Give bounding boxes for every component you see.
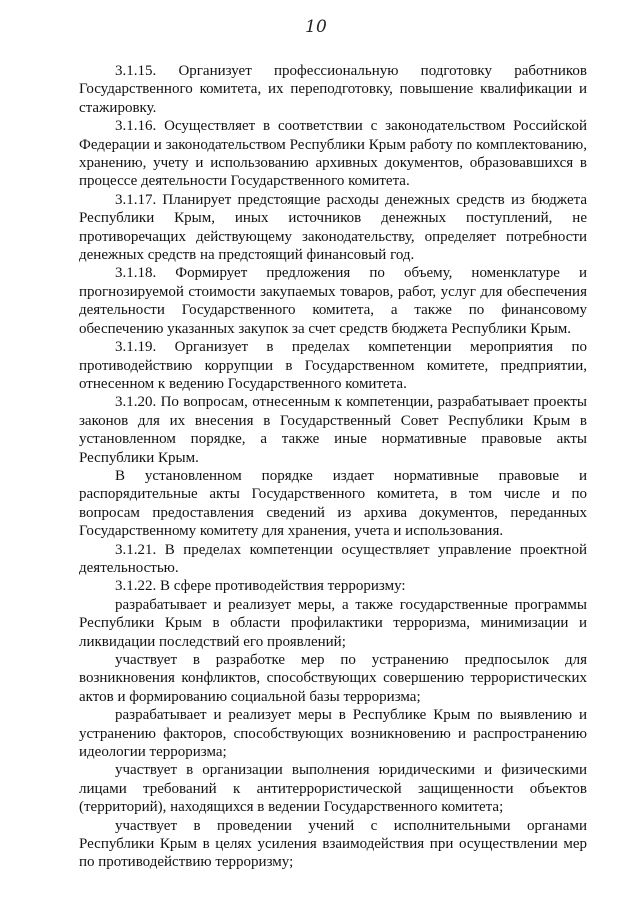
paragraph-3-1-21: 3.1.21. В пределах компетенции осуществляет управление проектной деятельностью. [79, 541, 587, 576]
page-number: 10 [305, 17, 327, 37]
paragraph-3-1-15: 3.1.15. Организует профессиональную подготовку работников Государственного комитета, их переподготовку, повышение квалификации и стажировку. [79, 63, 587, 116]
paragraph-3-1-17: 3.1.17. Планирует предстоящие расходы денежных средств из бюджета Республики Крым, иных источников денежных поступлений, не противоречащих действующему законодательству, определяет потребности денежных средств на предстоящий финансовый год. [79, 191, 587, 264]
list-item: участвует в организации выполнения юридическими и физическими лицами требований к антитеррористической защищенности объектов (территорий), находящихся в ведении Государственного комитета; [79, 762, 587, 816]
list-item: участвует в проведении учений с исполнительными органами Республики Крым в целях усиления взаимодействия при осуществлении мер по противодействию терроризму; [79, 817, 587, 871]
paragraph-3-1-22: 3.1.22. В сфере противодействия терроризму: [115, 578, 406, 595]
paragraph-3-1-19: 3.1.19. Организует в пределах компетенции мероприятия по противодействию коррупции в Государственном комитете, предприятии, отнесенном к ведению Государственного комитета. [79, 339, 587, 392]
list-item: разрабатывает и реализует меры в Республике Крым по выявлению и устранению факторов, способствующих возникновению и распространению идеологии терроризма; [79, 707, 587, 761]
paragraph-3-1-18: 3.1.18. Формирует предложения по объему, номенклатуре и прогнозируемой стоимости закупаемых товаров, работ, услуг для обеспечения деятельности Государственного комитета, а также по финансовому обеспечению указанных закупок за счет средств бюджета Республики Крым. [79, 265, 587, 337]
paragraph-3-1-20-continued: В установленном порядке издает нормативные правовые и распорядительные акты Государственного комитета, в том числе и по вопросам предоставления сведений из архива документов, переданных Государственному комитету для хранения, учета и использования. [79, 467, 587, 540]
paragraph-3-1-16: 3.1.16. Осуществляет в соответствии с законодательством Российской Федерации и законодательством Республики Крым работу по комплектованию, хранению, учету и использованию архивных документов, образовавшихся в процессе деятельности Государственного комитета. [79, 118, 587, 190]
list-item: разрабатывает и реализует меры, а также государственные программы Республики Крым в области профилактики терроризма, минимизации и ликвидации последствий его проявлений; [79, 596, 587, 650]
list-item: участвует в разработке мер по устранению предпосылок для возникновения конфликтов, способствующих совершению террористических актов и формированию социальной базы терроризма; [79, 652, 587, 705]
document-body [79, 62, 587, 872]
paragraph-3-1-20: 3.1.20. По вопросам, отнесенным к компетенции, разрабатывает проекты законов для их внесения в Государственный Совет Республики Крым в установленном порядке, а также иные нормативные правовые акты Республики Крым. [79, 394, 587, 466]
